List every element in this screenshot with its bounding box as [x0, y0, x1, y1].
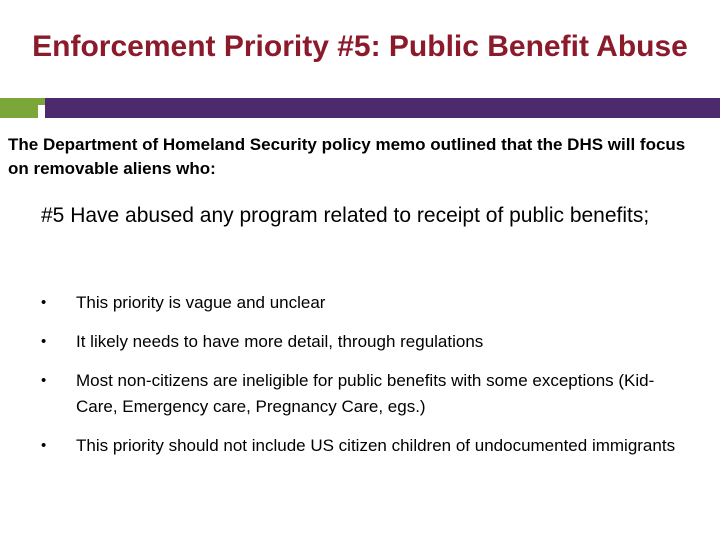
- slide-title: Enforcement Priority #5: Public Benefit Abuse: [32, 30, 688, 63]
- bullet-item: [41, 290, 681, 316]
- bullet-dot-icon: •: [41, 437, 47, 454]
- bullet-text: This priority is vague and unclear: [76, 293, 326, 312]
- bullet-text: This priority should not include US citizen children of undocumented immigrants: [76, 436, 676, 455]
- intro-text: The Department of Homeland Security policy memo outlined that the DHS will focus on removable aliens who:: [8, 135, 686, 178]
- lead-text: #5 Have abused any program related to receipt of public benefits;: [41, 204, 650, 227]
- bullet-dot-icon: •: [41, 372, 47, 389]
- bullet-item: [41, 329, 681, 355]
- bullet-text: It likely needs to have more detail, through regulations: [76, 332, 484, 351]
- bullet-dot-icon: •: [41, 294, 47, 311]
- bullet-item: [41, 368, 681, 420]
- bullet-item: [41, 433, 681, 459]
- bullet-dot-icon: •: [41, 333, 47, 350]
- bullet-text: Most non-citizens are ineligible for public benefits with some exceptions (Kid-Care, Emergency care, Pregnancy Care, egs.): [76, 371, 655, 416]
